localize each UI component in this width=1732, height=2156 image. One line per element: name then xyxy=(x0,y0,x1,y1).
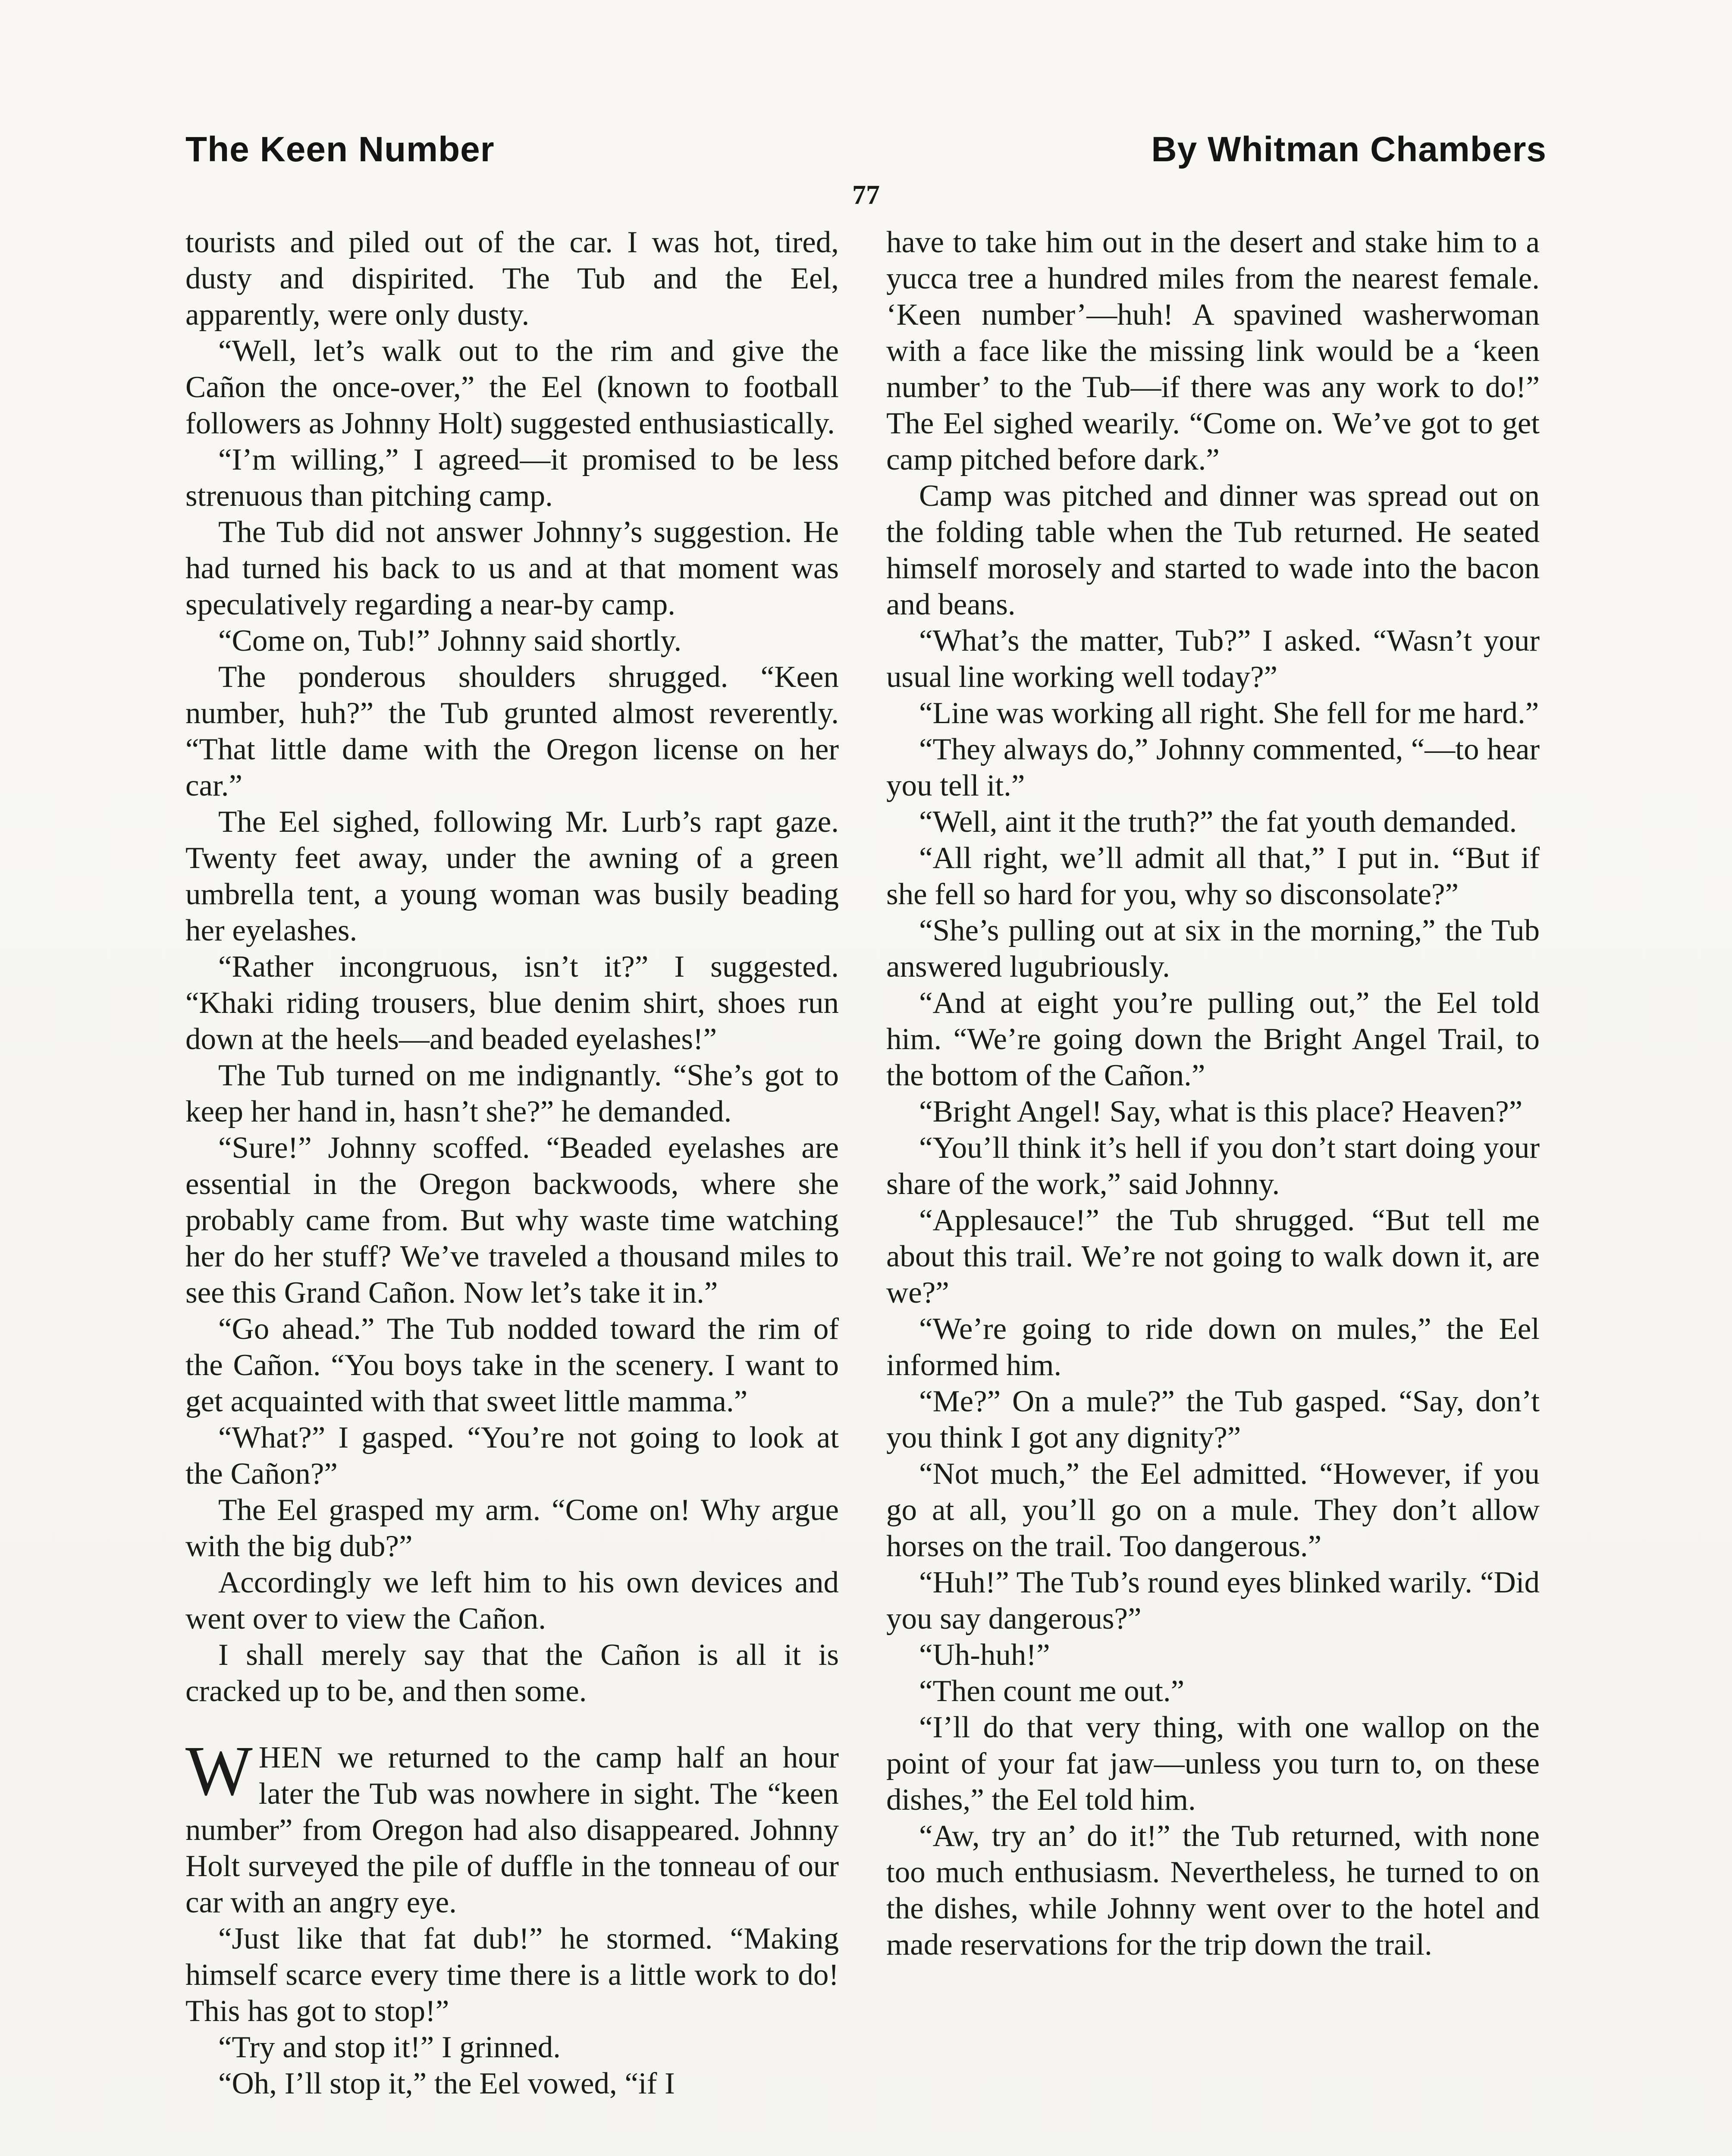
paragraph: “Line was working all right. She fell for me hard.” xyxy=(919,696,1539,730)
paragraph: “I’m willing,” I agreed—it promised to be less strenuous than pitching camp. xyxy=(185,443,839,513)
small-caps-lead: HEN xyxy=(258,1741,323,1774)
paragraph: “Try and stop it!” I grinned. xyxy=(218,2031,561,2064)
paragraph: I shall merely say that the Cañon is all it is cracked up to be, and then some. xyxy=(185,1638,839,1708)
author-byline: By Whitman Chambers xyxy=(1151,130,1547,169)
paragraph: “Go ahead.” The Tub nodded toward the rim of the Cañon. “You boys take in the scenery. I want to get acquainted with that sweet little mamma.” xyxy=(185,1312,839,1418)
paragraph: “We’re going to ride down on mules,” the Eel informed him. xyxy=(886,1312,1540,1382)
paragraph: have to take him out in the desert and stake him to a yucca tree a hundred miles from the nearest female. ‘Keen number’—huh! A spavined washerwoman with a face like the missing link would be a ‘keen number’ to the Tub—if there was any work to do!” The Eel sighed wearily. “Come on. We’ve got to get camp pitched before dark.” xyxy=(886,226,1540,476)
running-head xyxy=(185,129,1547,181)
paragraph: “Bright Angel! Say, what is this place? Heaven?” xyxy=(919,1095,1523,1128)
paragraph: “Huh!” The Tub’s round eyes blinked warily. “Did you say dangerous?” xyxy=(886,1566,1540,1636)
left-column xyxy=(185,224,839,2156)
paragraph: “Well, let’s walk out to the rim and give the Cañon the once-over,” the Eel (known to football followers as Johnny Holt) suggested enthusiastically. xyxy=(185,334,839,440)
paragraph: “They always do,” Johnny commented, “—to hear you tell it.” xyxy=(886,733,1540,802)
paragraph: The Eel grasped my arm. “Come on! Why argue with the big dub?” xyxy=(185,1493,839,1563)
paragraph: “Sure!” Johnny scoffed. “Beaded eyelashes are essential in the Oregon backwoods, where she probably came from. But why waste time watching her do her stuff? We’ve traveled a thousand miles to see this Grand Cañon. Now let’s take it in.” xyxy=(185,1131,839,1310)
paragraph: “Oh, I’ll stop it,” the Eel vowed, “if I xyxy=(218,2067,675,2100)
right-column xyxy=(886,224,1540,2156)
story-title: The Keen Number xyxy=(185,130,495,169)
paragraph: “Then count me out.” xyxy=(919,1674,1185,1708)
paragraph: “Aw, try an’ do it!” the Tub returned, with none too much enthusiasm. Nevertheless, he turned to on the dishes, while Johnny went over to the hotel and made reservations for the trip down the trail. xyxy=(886,1819,1540,1962)
paragraph: “Just like that fat dub!” he stormed. “Making himself scarce every time there is a little work to do! This has got to stop!” xyxy=(185,1922,839,2028)
paragraph: Accordingly we left him to his own devices and went over to view the Cañon. xyxy=(185,1566,839,1636)
paragraph: tourists and piled out of the car. I was hot, tired, dusty and dispirited. The Tub and the Eel, apparently, were only dusty. xyxy=(185,226,839,332)
paragraph: “She’s pulling out at six in the morning,” the Tub answered lugubriously. xyxy=(886,914,1540,984)
paragraph: “And at eight you’re pulling out,” the Eel told him. “We’re going down the Bright Angel Trail, to the bottom of the Cañon.” xyxy=(886,986,1540,1092)
paragraph: “Applesauce!” the Tub shrugged. “But tell me about this trail. We’re not going to walk down it, are we?” xyxy=(886,1203,1540,1310)
paragraph: The ponderous shoulders shrugged. “Keen number, huh?” the Tub grunted almost reverently. “That little dame with the Oregon license on her car.” xyxy=(185,660,839,802)
paragraph: The Tub turned on me indignantly. “She’s got to keep her hand in, hasn’t she?” he demanded. xyxy=(185,1059,839,1128)
section-opening-paragraph xyxy=(185,1731,839,1921)
paragraph: “Rather incongruous, isn’t it?” I suggested. “Khaki riding trousers, blue denim shirt, shoes run down at the heels—and beaded eyelashes!” xyxy=(185,950,839,1056)
paragraph: “What’s the matter, Tub?” I asked. “Wasn’t your usual line working well today?” xyxy=(886,624,1540,694)
page-number: 77 xyxy=(852,179,880,210)
paragraph: “Well, aint it the truth?” the fat youth demanded. xyxy=(919,805,1517,839)
paragraph: “You’ll think it’s hell if you don’t start doing your share of the work,” said Johnny. xyxy=(886,1131,1540,1201)
paragraph: The Eel sighed, following Mr. Lurb’s rapt gaze. Twenty feet away, under the awning of a green umbrella tent, a young woman was busily beading her eyelashes. xyxy=(185,805,839,947)
paragraph: “What?” I gasped. “You’re not going to look at the Cañon?” xyxy=(185,1421,839,1491)
paragraph: “Me?” On a mule?” the Tub gasped. “Say, don’t you think I got any dignity?” xyxy=(886,1385,1540,1454)
paragraph: Camp was pitched and dinner was spread out on the folding table when the Tub returned. He seated himself morosely and started to wade into the bacon and beans. xyxy=(886,479,1540,621)
paragraph: “Uh-huh!” xyxy=(919,1638,1050,1672)
paragraph: The Tub did not answer Johnny’s suggestion. He had turned his back to us and at that moment was speculatively regarding a near-by camp. xyxy=(185,515,839,621)
paragraph: “Come on, Tub!” Johnny said shortly. xyxy=(218,624,682,658)
paragraph: “Not much,” the Eel admitted. “However, if you go at all, you’ll go on a mule. They don’t allow horses on the trail. Too dangerous.” xyxy=(886,1457,1540,1563)
drop-cap: W xyxy=(185,1731,253,1810)
paragraph-text: we returned to the camp half an hour later the Tub was nowhere in sight. The “keen number” from Oregon had also disappeared. Johnny Holt surveyed the pile of duffle in the tonneau of our car with an angry eye. xyxy=(185,1741,839,1919)
paragraph: “All right, we’ll admit all that,” I put in. “But if she fell so hard for you, why so disconsolate?” xyxy=(886,841,1540,911)
paragraph: “I’ll do that very thing, with one wallop on the point of your fat jaw—unless you turn to, on these dishes,” the Eel told him. xyxy=(886,1711,1540,1817)
